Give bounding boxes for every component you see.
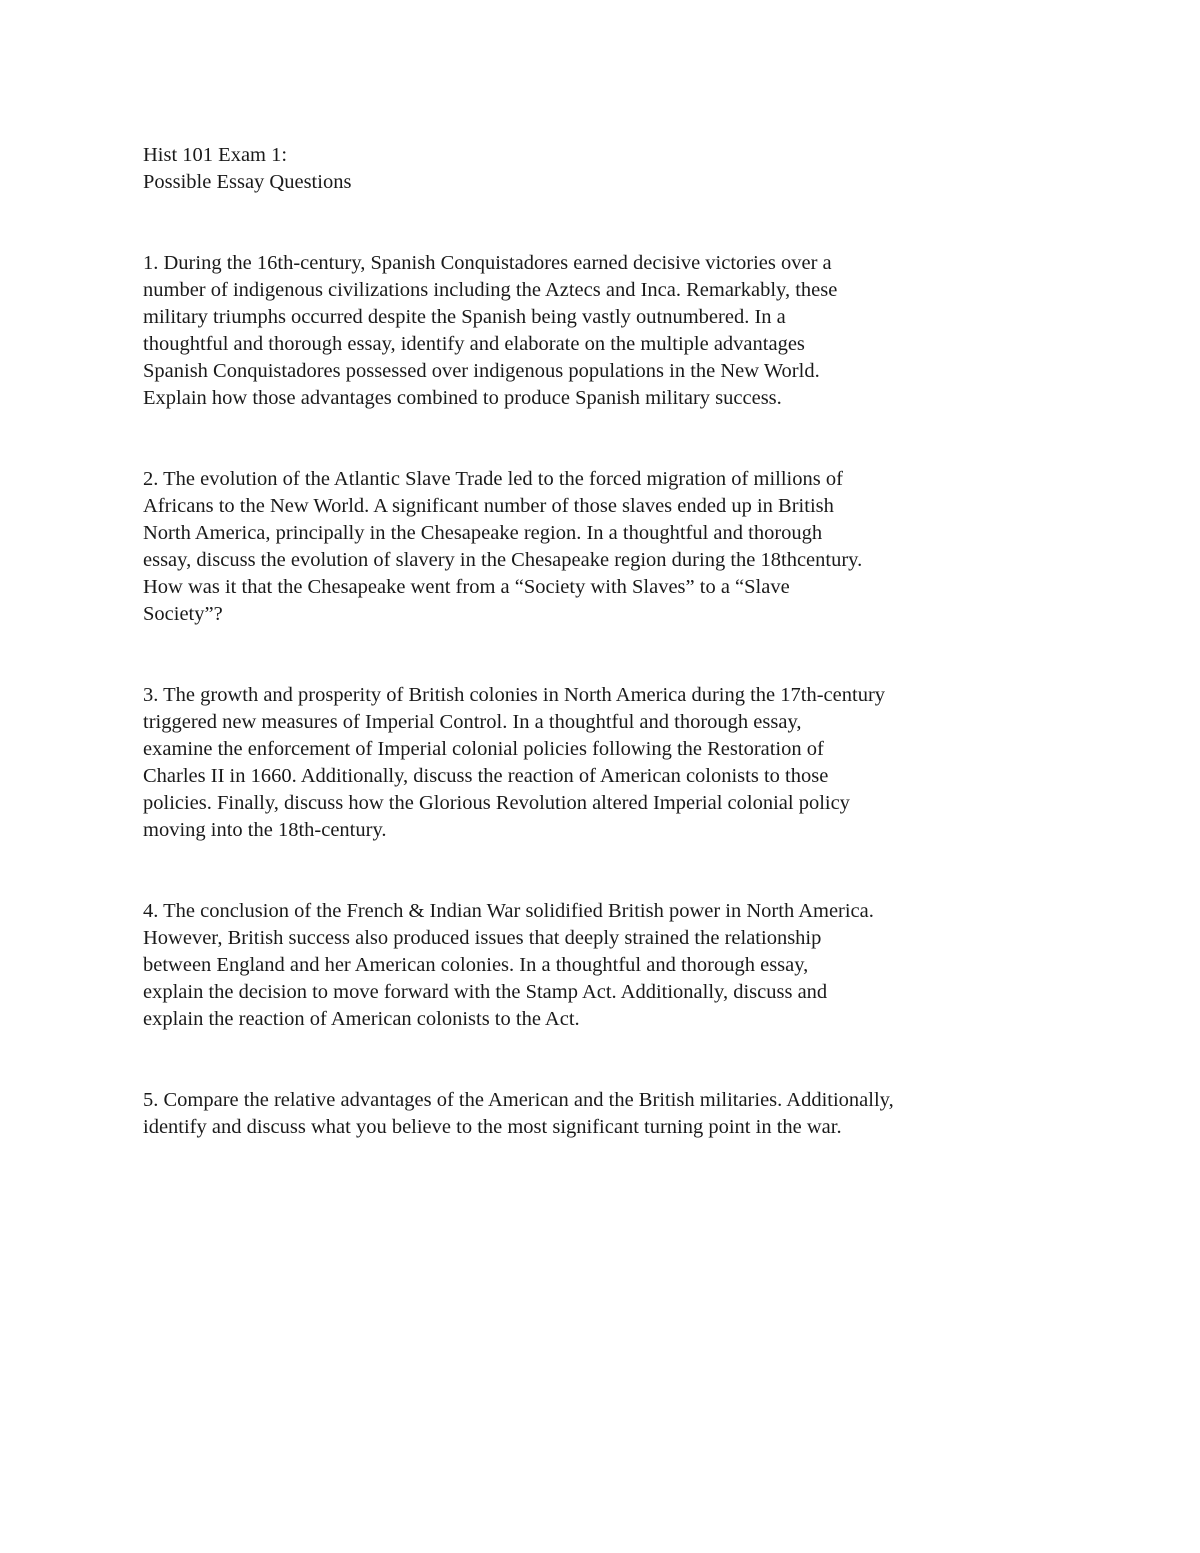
question-line: However, British success also produced issues that deeply strained the relationship (143, 927, 822, 949)
question-line: Charles II in 1660. Additionally, discuss the reaction of American colonists to those (143, 765, 829, 787)
question-line: explain the reaction of American colonists to the Act. (143, 1008, 580, 1030)
title-line-subtitle: Possible Essay Questions (143, 171, 352, 193)
question-line: military triumphs occurred despite the Spanish being vastly outnumbered. In a (143, 306, 786, 328)
question-line: Africans to the New World. A significant number of those slaves ended up in British (143, 495, 834, 517)
question-line: number of indigenous civilizations including the Aztecs and Inca. Remarkably, these (143, 279, 838, 301)
title-line-exam: Hist 101 Exam 1: (143, 144, 288, 166)
question-line: examine the enforcement of Imperial colonial policies following the Restoration of (143, 738, 824, 760)
question-line: How was it that the Chesapeake went from a “Society with Slaves” to a “Slave (143, 576, 790, 598)
question-line: Society”? (143, 603, 223, 625)
question-5 (143, 1087, 1043, 1141)
question-line: explain the decision to move forward with the Stamp Act. Additionally, discuss and (143, 981, 828, 1003)
question-line: 1. During the 16th-century, Spanish Conquistadores earned decisive victories over a (143, 252, 832, 274)
question-line: 5. Compare the relative advantages of the American and the British militaries. Additionally, (143, 1089, 894, 1111)
question-line: thoughtful and thorough essay, identify and elaborate on the multiple advantages (143, 333, 805, 355)
document-body (143, 142, 1043, 1195)
question-line: between England and her American colonies. In a thoughtful and thorough essay, (143, 954, 809, 976)
question-line: 4. The conclusion of the French & Indian War solidified British power in North America. (143, 900, 874, 922)
question-line: triggered new measures of Imperial Control. In a thoughtful and thorough essay, (143, 711, 802, 733)
question-line: identify and discuss what you believe to the most significant turning point in the war. (143, 1116, 842, 1138)
question-line: 2. The evolution of the Atlantic Slave Trade led to the forced migration of millions of (143, 468, 843, 490)
question-line: 3. The growth and prosperity of British colonies in North America during the 17th-century (143, 684, 886, 706)
question-2 (143, 466, 1043, 628)
question-4 (143, 898, 1043, 1033)
document-title (143, 142, 1043, 196)
question-3 (143, 682, 1043, 844)
question-line: Spanish Conquistadores possessed over indigenous populations in the New World. (143, 360, 820, 382)
question-line: policies. Finally, discuss how the Glorious Revolution altered Imperial colonial policy (143, 792, 850, 814)
question-line: essay, discuss the evolution of slavery in the Chesapeake region during the 18thcentury. (143, 549, 863, 571)
question-1 (143, 250, 1043, 412)
question-line: North America, principally in the Chesapeake region. In a thoughtful and thorough (143, 522, 823, 544)
question-line: moving into the 18th-century. (143, 819, 387, 841)
question-list (143, 250, 1043, 1141)
question-line: Explain how those advantages combined to produce Spanish military success. (143, 387, 782, 409)
